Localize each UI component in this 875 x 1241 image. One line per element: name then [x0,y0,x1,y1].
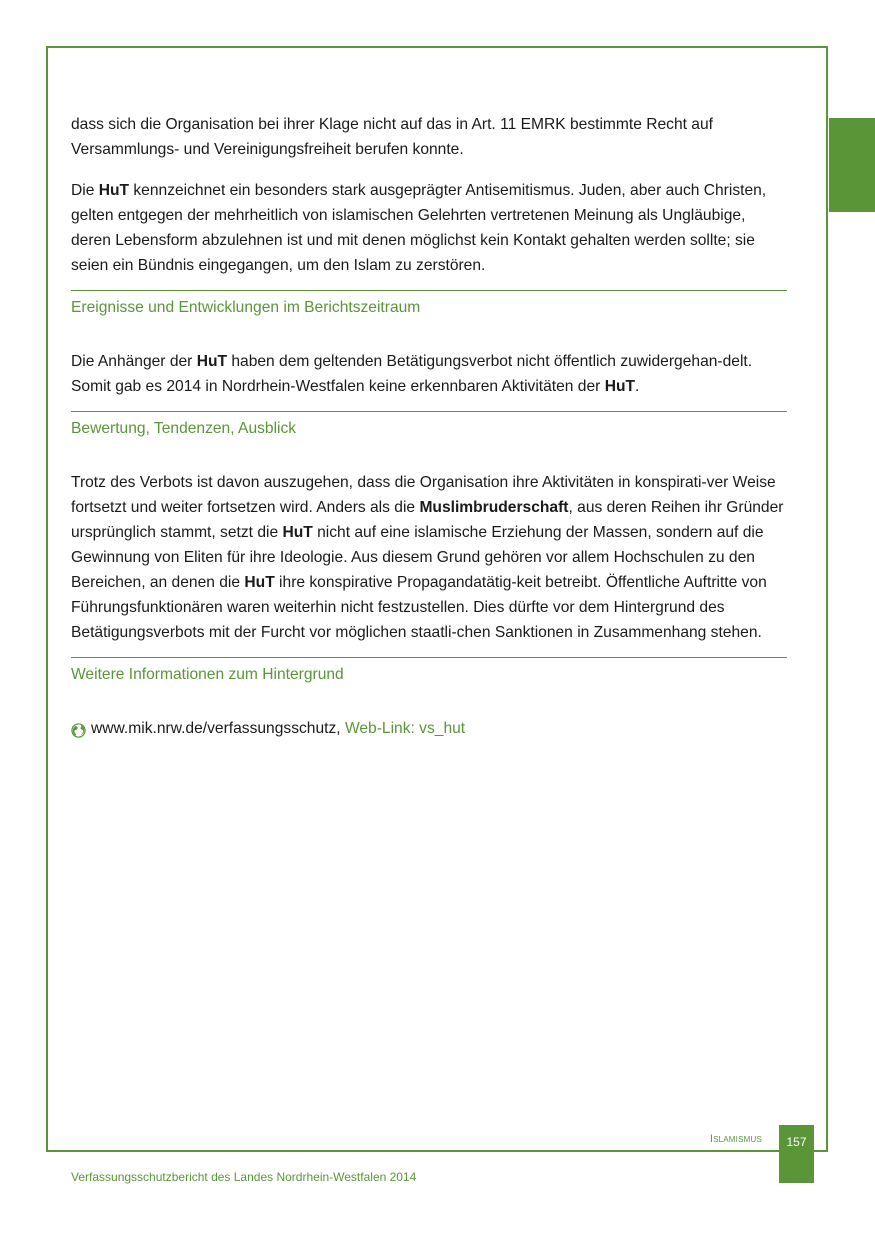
bold-term: HuT [244,574,275,591]
section-heading-events: Ereignisse und Entwicklungen im Berichtszeitraum [71,299,421,316]
bold-term: HuT [282,524,313,541]
report-title: Verfassungsschutzbericht des Landes Nordrhein-Westfalen 2014 [71,1170,417,1184]
globe-icon [71,721,86,736]
text-run: ihre konspirative Propagandatätig-keit betreibt. Öffentliche Auftritte von Führungsfunktionären waren weiterhin nicht festzustellen. Dies dürfte vor dem Hintergrund des Betätigungsverbots mit der Furcht vor möglichen staatli-chen Sanktionen in Zusammenhang stehen. [71,574,767,641]
section-heading-further-info: Weitere Informationen zum Hintergrund [71,666,344,683]
bold-term: HuT [196,353,228,370]
text-run: nicht auf eine islamische Erziehung der Massen, sondern auf die Gewinnung von Eliten für ihre Ideologie. Aus diesem Grund gehören vor allem Hochschulen zu den Bereichen, an denen die [71,524,764,591]
text-run: Trotz des Verbots ist davon auszugehen, dass die Organisation ihre Aktivitäten in konspirati-ver Weise fortsetzt und weiter fortsetzen wird. Anders als die [71,474,776,516]
paragraph-2 [71,178,787,278]
text-run: kennzeichnet ein besonders stark ausgeprägter Antisemitismus. Juden, aber auch Christen, gelten entgegen der mehrheitlich von islamischen Gelehrten vertretenen Meinung als Ungläubige, deren Lebensform abzulehnen ist und mit denen möglichst kein Kontakt gehalten werden sollte; sie seien ein Bündnis eingegangen, um den Islam zu zerstören. [71,182,767,274]
web-reference [71,716,787,741]
text-run: Die [71,182,99,199]
bold-term: HuT [98,182,130,199]
chapter-label: Islamismus [709,1133,762,1145]
text-run: . [635,378,640,395]
paragraph-1: dass sich die Organisation bei ihrer Klage nicht auf das in Art. 11 EMRK bestimmte Recht auf Versammlungs- und Vereinigungsfreiheit berufen konnte. [71,116,713,158]
text-run: Die Anhänger der [71,353,197,370]
section-heading-assessment: Bewertung, Tendenzen, Ausblick [71,420,297,437]
website-url[interactable]: www.mik.nrw.de/verfassungsschutz, [91,720,341,737]
bold-term: HuT [604,378,635,395]
web-link[interactable]: Web-Link: vs_hut [344,720,466,737]
page-number: 157 [779,1125,814,1183]
paragraph-events [71,349,787,399]
paragraph-assessment [71,470,787,645]
text-run: , aus deren Reihen ihr Gründer ursprünglich stammt, setzt die [71,499,784,541]
text-run: haben dem geltenden Betätigungsverbot nicht öffentlich zuwidergehan-delt. Somit gab es 2014 in Nordrhein-Westfalen keine erkennbaren Aktivitäten der [71,353,753,395]
bold-term: Muslimbruderschaft [419,499,569,516]
chapter-tab-marker [829,118,875,212]
page-content [71,112,787,741]
